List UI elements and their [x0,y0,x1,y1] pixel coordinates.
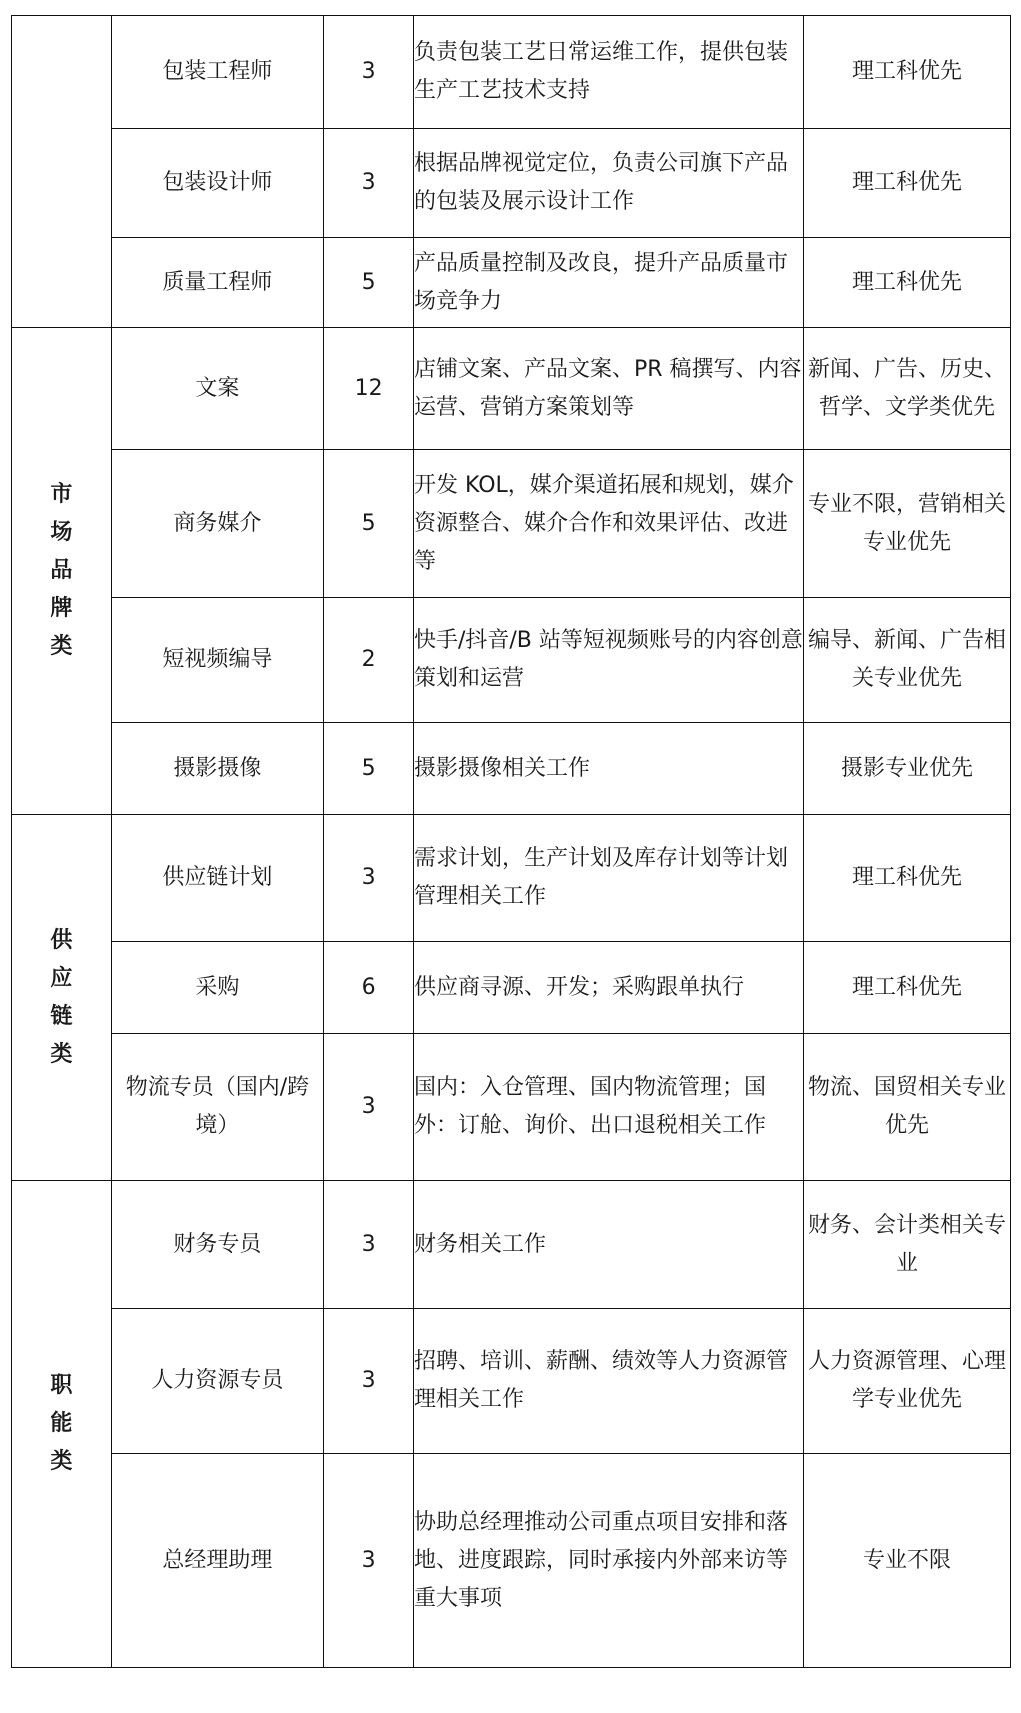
table-row [12,942,1011,1034]
headcount-cell: 3 [324,1454,414,1668]
category-cell [12,1181,112,1668]
duties-cell: 开发 KOL，媒介渠道拓展和规划，媒介资源整合、媒介合作和效果评估、改进等 [413,450,803,598]
requirement-cell: 理工科优先 [803,238,1010,328]
requirement-cell: 新闻、广告、历史、哲学、文学类优先 [803,328,1010,450]
table-row [12,328,1011,450]
position-cell: 包装设计师 [111,129,324,238]
duties-cell: 协助总经理推动公司重点项目安排和落地、进度跟踪，同时承接内外部来访等重大事项 [413,1454,803,1668]
requirement-cell: 专业不限 [803,1454,1010,1668]
headcount-cell: 3 [324,815,414,942]
duties-cell: 负责包装工艺日常运维工作，提供包装生产工艺技术支持 [413,16,803,129]
requirement-cell: 专业不限，营销相关专业优先 [803,450,1010,598]
table-row [12,129,1011,238]
duties-cell: 招聘、培训、薪酬、绩效等人力资源管理相关工作 [413,1309,803,1454]
position-cell: 包装工程师 [111,16,324,129]
table-row [12,16,1011,129]
recruitment-table [11,15,1011,1668]
headcount-cell: 12 [324,328,414,450]
requirement-cell: 理工科优先 [803,129,1010,238]
headcount-cell: 3 [324,1309,414,1454]
requirement-cell: 编导、新闻、广告相关专业优先 [803,598,1010,723]
table-row [12,450,1011,598]
position-cell: 财务专员 [111,1181,324,1309]
headcount-cell: 6 [324,942,414,1034]
table-row [12,1309,1011,1454]
category-label: 职能类 [50,1373,73,1474]
headcount-cell: 5 [324,450,414,598]
category-label: 供应链类 [50,927,73,1067]
duties-cell: 根据品牌视觉定位，负责公司旗下产品的包装及展示设计工作 [413,129,803,238]
headcount-cell: 3 [324,16,414,129]
table-row [12,1034,1011,1181]
table-row [12,723,1011,815]
headcount-cell: 5 [324,723,414,815]
headcount-cell: 2 [324,598,414,723]
duties-cell: 店铺文案、产品文案、PR 稿撰写、内容运营、营销方案策划等 [413,328,803,450]
category-cell [12,815,112,1181]
position-cell: 文案 [111,328,324,450]
headcount-cell: 3 [324,129,414,238]
table-row [12,238,1011,328]
position-cell: 质量工程师 [111,238,324,328]
position-cell: 摄影摄像 [111,723,324,815]
table-row [12,1454,1011,1668]
category-cell [12,16,112,328]
requirement-cell: 理工科优先 [803,942,1010,1034]
category-label: 市场品牌类 [50,482,73,659]
requirement-cell: 理工科优先 [803,815,1010,942]
requirement-cell: 摄影专业优先 [803,723,1010,815]
position-cell: 采购 [111,942,324,1034]
headcount-cell: 3 [324,1181,414,1309]
headcount-cell: 3 [324,1034,414,1181]
position-cell: 商务媒介 [111,450,324,598]
requirement-cell: 物流、国贸相关专业优先 [803,1034,1010,1181]
table-row [12,815,1011,942]
category-cell [12,328,112,815]
duties-cell: 财务相关工作 [413,1181,803,1309]
position-cell: 短视频编导 [111,598,324,723]
duties-cell: 快手/抖音/B 站等短视频账号的内容创意策划和运营 [413,598,803,723]
requirement-cell: 人力资源管理、心理学专业优先 [803,1309,1010,1454]
duties-cell: 摄影摄像相关工作 [413,723,803,815]
duties-cell: 产品质量控制及改良，提升产品质量市场竞争力 [413,238,803,328]
position-cell: 总经理助理 [111,1454,324,1668]
requirement-cell: 财务、会计类相关专业 [803,1181,1010,1309]
table-row [12,598,1011,723]
duties-cell: 需求计划，生产计划及库存计划等计划管理相关工作 [413,815,803,942]
table-row [12,1181,1011,1309]
position-cell: 物流专员（国内/跨境） [111,1034,324,1181]
requirement-cell: 理工科优先 [803,16,1010,129]
headcount-cell: 5 [324,238,414,328]
duties-cell: 供应商寻源、开发；采购跟单执行 [413,942,803,1034]
position-cell: 供应链计划 [111,815,324,942]
duties-cell: 国内：入仓管理、国内物流管理；国外：订舱、询价、出口退税相关工作 [413,1034,803,1181]
position-cell: 人力资源专员 [111,1309,324,1454]
